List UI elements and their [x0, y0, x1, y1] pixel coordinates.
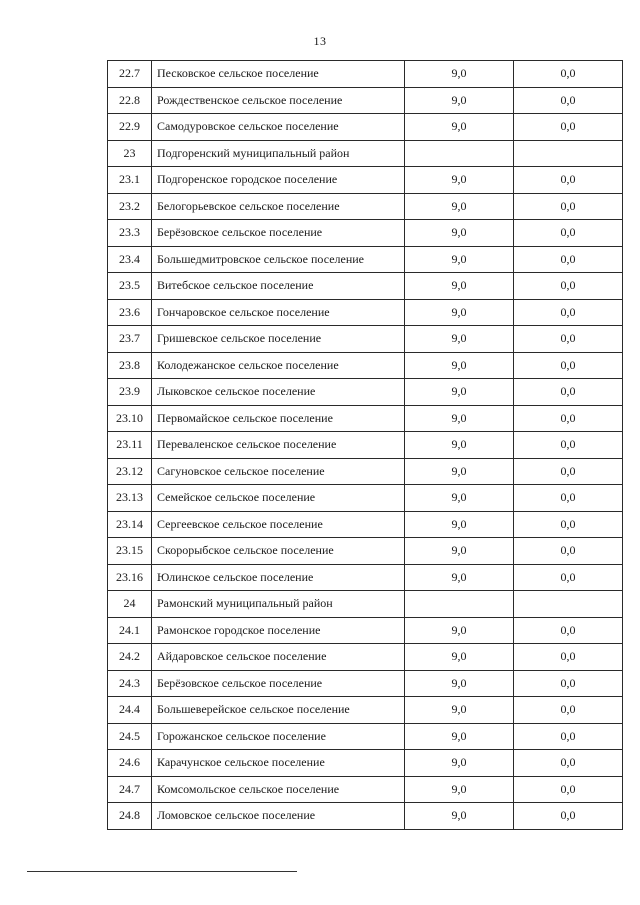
- row-number-cell: 23.3: [108, 220, 152, 247]
- row-number-cell: 23.8: [108, 352, 152, 379]
- row-number-cell: 22.8: [108, 87, 152, 114]
- settlement-name-cell: Подгоренский муниципальный район: [152, 140, 405, 167]
- value-1-cell: [405, 140, 514, 167]
- value-1-cell: 9,0: [405, 511, 514, 538]
- row-number-cell: 24.3: [108, 670, 152, 697]
- table-row: [108, 220, 623, 247]
- settlement-name-cell: Айдаровское сельское поселение: [152, 644, 405, 671]
- value-2-cell: 0,0: [514, 511, 623, 538]
- value-1-cell: 9,0: [405, 379, 514, 406]
- settlement-name-cell: Самодуровское сельское поселение: [152, 114, 405, 141]
- table-row: [108, 326, 623, 353]
- value-1-cell: 9,0: [405, 405, 514, 432]
- value-2-cell: [514, 140, 623, 167]
- settlement-name-cell: Семейское сельское поселение: [152, 485, 405, 512]
- row-number-cell: 23.7: [108, 326, 152, 353]
- settlement-name-cell: Гончаровское сельское поселение: [152, 299, 405, 326]
- value-1-cell: 9,0: [405, 803, 514, 830]
- value-2-cell: 0,0: [514, 246, 623, 273]
- value-2-cell: 0,0: [514, 193, 623, 220]
- settlement-name-cell: Комсомольское сельское поселение: [152, 776, 405, 803]
- value-2-cell: 0,0: [514, 776, 623, 803]
- value-1-cell: 9,0: [405, 670, 514, 697]
- row-number-cell: 24.8: [108, 803, 152, 830]
- settlement-name-cell: Переваленское сельское поселение: [152, 432, 405, 459]
- value-1-cell: 9,0: [405, 193, 514, 220]
- settlements-table: [107, 60, 623, 830]
- table-row: [108, 564, 623, 591]
- settlement-name-cell: Рождественское сельское поселение: [152, 87, 405, 114]
- table-row: [108, 511, 623, 538]
- table-row: [108, 193, 623, 220]
- settlement-name-cell: Колодежанское сельское поселение: [152, 352, 405, 379]
- value-1-cell: 9,0: [405, 61, 514, 88]
- settlement-name-cell: Белогорьевское сельское поселение: [152, 193, 405, 220]
- value-2-cell: 0,0: [514, 379, 623, 406]
- table-row: [108, 617, 623, 644]
- value-2-cell: 0,0: [514, 803, 623, 830]
- value-2-cell: 0,0: [514, 670, 623, 697]
- value-1-cell: 9,0: [405, 617, 514, 644]
- table-body: [108, 61, 623, 830]
- table-row: [108, 379, 623, 406]
- table-row: [108, 644, 623, 671]
- value-2-cell: 0,0: [514, 697, 623, 724]
- table-row: [108, 167, 623, 194]
- row-number-cell: 23.1: [108, 167, 152, 194]
- row-number-cell: 22.9: [108, 114, 152, 141]
- value-1-cell: 9,0: [405, 697, 514, 724]
- value-2-cell: 0,0: [514, 326, 623, 353]
- table-row: [108, 352, 623, 379]
- row-number-cell: 23.5: [108, 273, 152, 300]
- table-row: [108, 591, 623, 618]
- value-2-cell: 0,0: [514, 750, 623, 777]
- settlement-name-cell: Карачунское сельское поселение: [152, 750, 405, 777]
- value-1-cell: 9,0: [405, 167, 514, 194]
- settlement-name-cell: Большедмитровское сельское поселение: [152, 246, 405, 273]
- row-number-cell: 23.10: [108, 405, 152, 432]
- value-2-cell: 0,0: [514, 432, 623, 459]
- settlement-name-cell: Берёзовское сельское поселение: [152, 670, 405, 697]
- settlement-name-cell: Витебское сельское поселение: [152, 273, 405, 300]
- table-row: [108, 273, 623, 300]
- value-2-cell: 0,0: [514, 564, 623, 591]
- value-1-cell: 9,0: [405, 246, 514, 273]
- row-number-cell: 23.2: [108, 193, 152, 220]
- value-2-cell: [514, 591, 623, 618]
- table-row: [108, 776, 623, 803]
- row-number-cell: 23.6: [108, 299, 152, 326]
- value-1-cell: 9,0: [405, 220, 514, 247]
- table-row: [108, 670, 623, 697]
- footer-rule: [27, 871, 297, 872]
- value-2-cell: 0,0: [514, 114, 623, 141]
- table-row: [108, 538, 623, 565]
- value-2-cell: 0,0: [514, 352, 623, 379]
- row-number-cell: 23.14: [108, 511, 152, 538]
- row-number-cell: 24.5: [108, 723, 152, 750]
- value-1-cell: 9,0: [405, 299, 514, 326]
- value-1-cell: 9,0: [405, 326, 514, 353]
- value-1-cell: 9,0: [405, 114, 514, 141]
- settlement-name-cell: Берёзовское сельское поселение: [152, 220, 405, 247]
- value-1-cell: 9,0: [405, 750, 514, 777]
- value-1-cell: 9,0: [405, 458, 514, 485]
- value-2-cell: 0,0: [514, 458, 623, 485]
- settlement-name-cell: Песковское сельское поселение: [152, 61, 405, 88]
- settlement-name-cell: Горожанское сельское поселение: [152, 723, 405, 750]
- row-number-cell: 23: [108, 140, 152, 167]
- value-2-cell: 0,0: [514, 538, 623, 565]
- settlement-name-cell: Гришевское сельское поселение: [152, 326, 405, 353]
- value-1-cell: 9,0: [405, 564, 514, 591]
- settlement-name-cell: Лыковское сельское поселение: [152, 379, 405, 406]
- table-row: [108, 485, 623, 512]
- table-row: [108, 299, 623, 326]
- row-number-cell: 24.2: [108, 644, 152, 671]
- table-row: [108, 697, 623, 724]
- table-row: [108, 750, 623, 777]
- row-number-cell: 24.7: [108, 776, 152, 803]
- row-number-cell: 24.4: [108, 697, 152, 724]
- settlement-name-cell: Рамонское городское поселение: [152, 617, 405, 644]
- value-2-cell: 0,0: [514, 405, 623, 432]
- row-number-cell: 23.15: [108, 538, 152, 565]
- value-2-cell: 0,0: [514, 299, 623, 326]
- value-2-cell: 0,0: [514, 485, 623, 512]
- table-row: [108, 61, 623, 88]
- table-row: [108, 458, 623, 485]
- row-number-cell: 24.1: [108, 617, 152, 644]
- table-row: [108, 723, 623, 750]
- value-1-cell: 9,0: [405, 723, 514, 750]
- row-number-cell: 23.9: [108, 379, 152, 406]
- value-2-cell: 0,0: [514, 61, 623, 88]
- value-1-cell: [405, 591, 514, 618]
- value-2-cell: 0,0: [514, 617, 623, 644]
- table-row: [108, 432, 623, 459]
- row-number-cell: 23.11: [108, 432, 152, 459]
- row-number-cell: 24.6: [108, 750, 152, 777]
- value-2-cell: 0,0: [514, 167, 623, 194]
- settlement-name-cell: Первомайское сельское поселение: [152, 405, 405, 432]
- page-number: 13: [313, 34, 327, 48]
- settlement-name-cell: Ломовское сельское поселение: [152, 803, 405, 830]
- table-row: [108, 803, 623, 830]
- settlement-name-cell: Рамонский муниципальный район: [152, 591, 405, 618]
- settlement-name-cell: Скорорыбское сельское поселение: [152, 538, 405, 565]
- row-number-cell: 23.13: [108, 485, 152, 512]
- row-number-cell: 23.4: [108, 246, 152, 273]
- settlement-name-cell: Большеверейское сельское поселение: [152, 697, 405, 724]
- value-1-cell: 9,0: [405, 432, 514, 459]
- settlement-name-cell: Подгоренское городское поселение: [152, 167, 405, 194]
- value-1-cell: 9,0: [405, 538, 514, 565]
- row-number-cell: 22.7: [108, 61, 152, 88]
- value-2-cell: 0,0: [514, 87, 623, 114]
- settlement-name-cell: Юлинское сельское поселение: [152, 564, 405, 591]
- value-1-cell: 9,0: [405, 776, 514, 803]
- table-row: [108, 114, 623, 141]
- table-row: [108, 405, 623, 432]
- table-row: [108, 87, 623, 114]
- value-2-cell: 0,0: [514, 644, 623, 671]
- value-1-cell: 9,0: [405, 485, 514, 512]
- value-2-cell: 0,0: [514, 723, 623, 750]
- value-1-cell: 9,0: [405, 273, 514, 300]
- row-number-cell: 23.16: [108, 564, 152, 591]
- row-number-cell: 24: [108, 591, 152, 618]
- value-2-cell: 0,0: [514, 220, 623, 247]
- settlement-name-cell: Сагуновское сельское поселение: [152, 458, 405, 485]
- settlement-name-cell: Сергеевское сельское поселение: [152, 511, 405, 538]
- value-2-cell: 0,0: [514, 273, 623, 300]
- table-row: [108, 246, 623, 273]
- row-number-cell: 23.12: [108, 458, 152, 485]
- value-1-cell: 9,0: [405, 87, 514, 114]
- table-row: [108, 140, 623, 167]
- value-1-cell: 9,0: [405, 352, 514, 379]
- value-1-cell: 9,0: [405, 644, 514, 671]
